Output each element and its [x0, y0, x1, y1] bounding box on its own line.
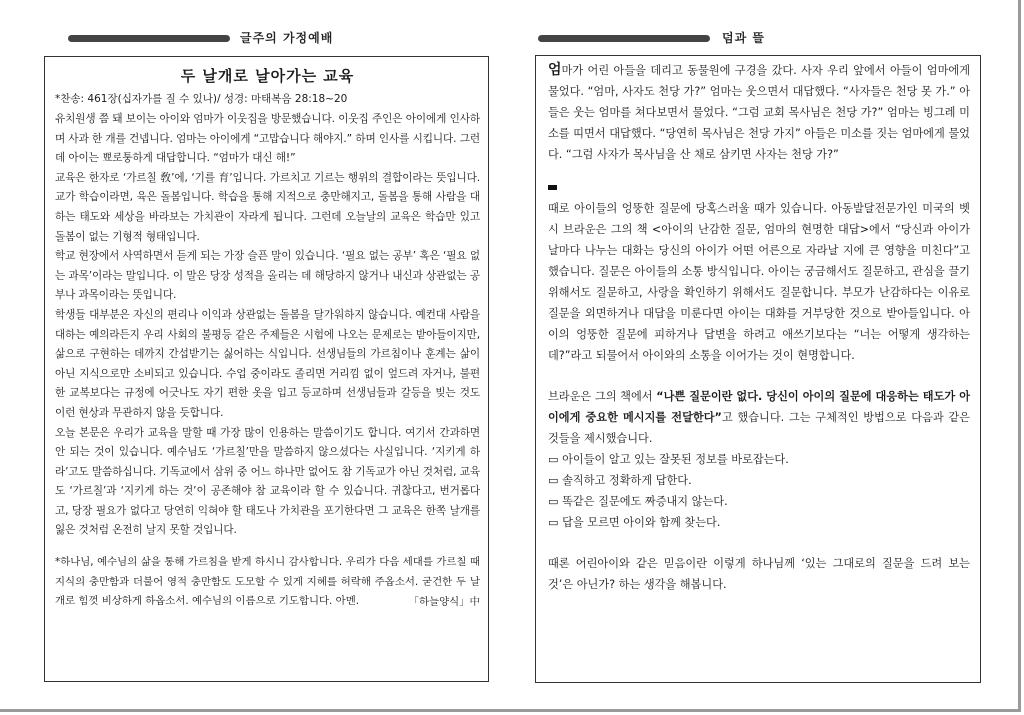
- quote-lead: 브라운은 그의 책에서: [548, 390, 657, 403]
- header-bar-left: [68, 35, 230, 42]
- spacer: [55, 541, 480, 553]
- drop-initial: 엄: [548, 62, 562, 78]
- list-item: ▭ 솔직하고 정확하게 답한다.: [548, 474, 692, 487]
- closing-paragraph: 때론 어린아이와 같은 믿음이란 이렇게 하나님께 ‘있는 그대로의 질문을 드려 보는 것’은 아닌가? 하는 생각을 해봅니다.: [548, 557, 970, 591]
- body-paragraph: 오늘 본문은 우리가 교육을 말할 때 가장 많이 인용하는 말씀이기도 합니다. 여기서 간과하면 안 되는 것이 있습니다. 예수님도 ‘가르칠’만을 말씀하지 않으셨다는 사실입니다. ‘지키게 하라’고도 말씀하십니다. 기독교에서 삼위 중 어느 하나만 없어도 참 기독교가 아닌 것처럼, 교육도 ‘가르칠’과 ‘지키게 하는 것’이 공존해야 참 교육이라 할 수 있습니다. 귀찮다고, 번거롭다고, 당장 필요가 없다고 당연히 익혀야 할 태도나 가치관을 포기한다면 그 교육은 한쪽 날개를 잃은 것처럼 온전히 날지 못할 것입니다.: [55, 426, 480, 537]
- prayer-text: *하나님, 예수님의 삶을 통해 가르침을 받게 하시니 감사합니다. 우리가 다음 세대를 가르칠 때 지식의 충만함과 더불어 영적 충만함도 도모할 수 있게 지혜를 허락해 주옵소서. 굳건한 두 날개로 힘껏 비상하게 하옵소서. 예수님의 이름으로 기도합니다. 아멘.: [55, 556, 480, 608]
- quote-paragraph: [548, 386, 970, 449]
- header-label-left: 글주의 가정예배: [240, 31, 334, 45]
- hymn-scripture-meta: *찬송: 461장(십자가를 질 수 있나)/ 성경: 마태복음 28:18~20: [55, 93, 348, 105]
- header-label-right: 덤과 뜰: [722, 31, 765, 45]
- source-credit: 「하늘양식」中: [408, 595, 480, 608]
- bold-quote: “나쁜 질문이란 없다. 당신이 아이의 질문에 대응하는 태도가 아이에게 중요한 메시지를 전달한다”: [548, 390, 970, 424]
- body-paragraph: 유치원생 쯤 돼 보이는 아이와 엄마가 이웃집을 방문했습니다. 이웃집 주인은 아이에게 인사하며 사과 한 개를 건넵니다. 엄마는 아이에게 “고맙습니다 해야지.” 하며 인사를 시킵니다. 그런데 아이는 뾰로퉁하게 대답합니다. “엄마가 대신 해!”: [55, 113, 480, 165]
- header-bar-right: [538, 35, 710, 42]
- list-item: ▭ 똑같은 질문에도 짜증내지 않는다.: [548, 495, 728, 508]
- intro-story: [548, 60, 970, 165]
- spacer: [548, 366, 970, 386]
- quote-tail: 고 했습니다. 그는 구체적인 방법으로 다음과 같은 것들을 제시했습니다.: [548, 411, 970, 445]
- list-item: ▭ 아이들이 알고 있는 잘못된 정보를 바로잡는다.: [548, 453, 789, 466]
- list-item: ▭ 답을 모르면 아이와 함께 찾는다.: [548, 516, 721, 529]
- section-marker-icon: [548, 185, 557, 190]
- body-paragraph: 교육은 한자로 ‘가르칠 敎’에, ‘기를 育’입니다. 가르치고 기르는 행위의 결합이라는 뜻입니다. 교가 학습이라면, 육은 돌봄입니다. 학습을 통해 지적으로 충만해지고, 돌봄을 통해 사람을 대하는 태도와 세상을 바라보는 가치관이 자라게 됩니다. 그런데 오늘날의 교육은 학습만 있고 돌봄이 없는 기형적 형태입니다.: [55, 171, 480, 243]
- article-title: 두 날개로 날아가는 교육: [180, 67, 355, 85]
- left-column: [44, 56, 489, 682]
- body-paragraph: 학교 현장에서 사역하면서 듣게 되는 가장 슬픈 말이 있습니다. ‘필요 없는 공부’ 혹은 ‘필요 없는 과목’이라는 말입니다. 이 말은 당장 성적을 올리는 데 해당하지 않거나 내신과 상관없는 공부나 과목이라는 뜻입니다.: [55, 250, 480, 302]
- body-paragraph: 때로 아이들의 엉뚱한 질문에 당혹스러울 때가 있습니다. 아동발달전문가인 미국의 벳시 브라운은 그의 책 <아이의 난감한 질문, 엄마의 현명한 대답>에서 “당신과 아이가 날마다 나누는 대화는 당신의 아이가 어떤 어른으로 자라날 지에 큰 영향을 미친다”고 했습니다. 질문은 아이들의 소통 방식입니다. 아이는 궁금해서도 질문하고, 관심을 끌기 위해서도 질문하고, 사랑을 확인하기 위해서도 질문합니다. 부모가 난감하다는 이유로 질문을 외면하거나 대답을 미룬다면 아이는 대화를 거부당한 것으로 받아들입니다. 아이의 엉뚱한 질문에 피하거나 답변을 하려고 애쓰기보다는 “너는 어떻게 생각하는 데?”라고 되물어서 아이와의 소통을 이어가는 것이 현명합니다.: [548, 202, 970, 362]
- body-paragraph: 학생들 대부분은 자신의 편리나 이익과 상관없는 돌봄을 달가워하지 않습니다. 예컨대 사람을 대하는 예의라든지 우리 사회의 불평등 같은 주제들은 시험에 나오는 문제로는 받아들이지만, 삶으로 구현하는 데까지 간섭받기는 싫어하는 식입니다. 선생님들의 가르침이나 훈계는 삶이 아닌 지식으로만 소비되고 있습니다. 수업 중이라도 졸리면 거리낌 없이 엎드려 자거나, 불편한 교복보다는 규정에 어긋나도 자기 편한 옷을 입고 등교하며 선생님들과 갈등을 빚는 것도 이런 현상과 무관하지 않을 듯합니다.: [55, 308, 480, 419]
- right-column: [535, 55, 981, 683]
- spacer: [548, 533, 970, 553]
- intro-story-text: 마가 어린 아들을 데리고 동물원에 구경을 갔다. 사자 우리 앞에서 아들이 엄마에게 물었다. “엄마, 사자도 천당 가?” 엄마는 웃으면서 대답했다. “사자들은 천당 못 가.” 아들은 웃는 엄마를 쳐다보면서 물었다. “그럼 교회 목사님은 천당 가?” 엄마는 빙그레 미소를 띠면서 대답했다. “당연히 목사님은 천당 가지” 아들은 미소를 짓는 엄마에게 물었다. “그럼 사자가 목사님을 산 채로 삼키면 사자는 천당 가?”: [548, 64, 970, 161]
